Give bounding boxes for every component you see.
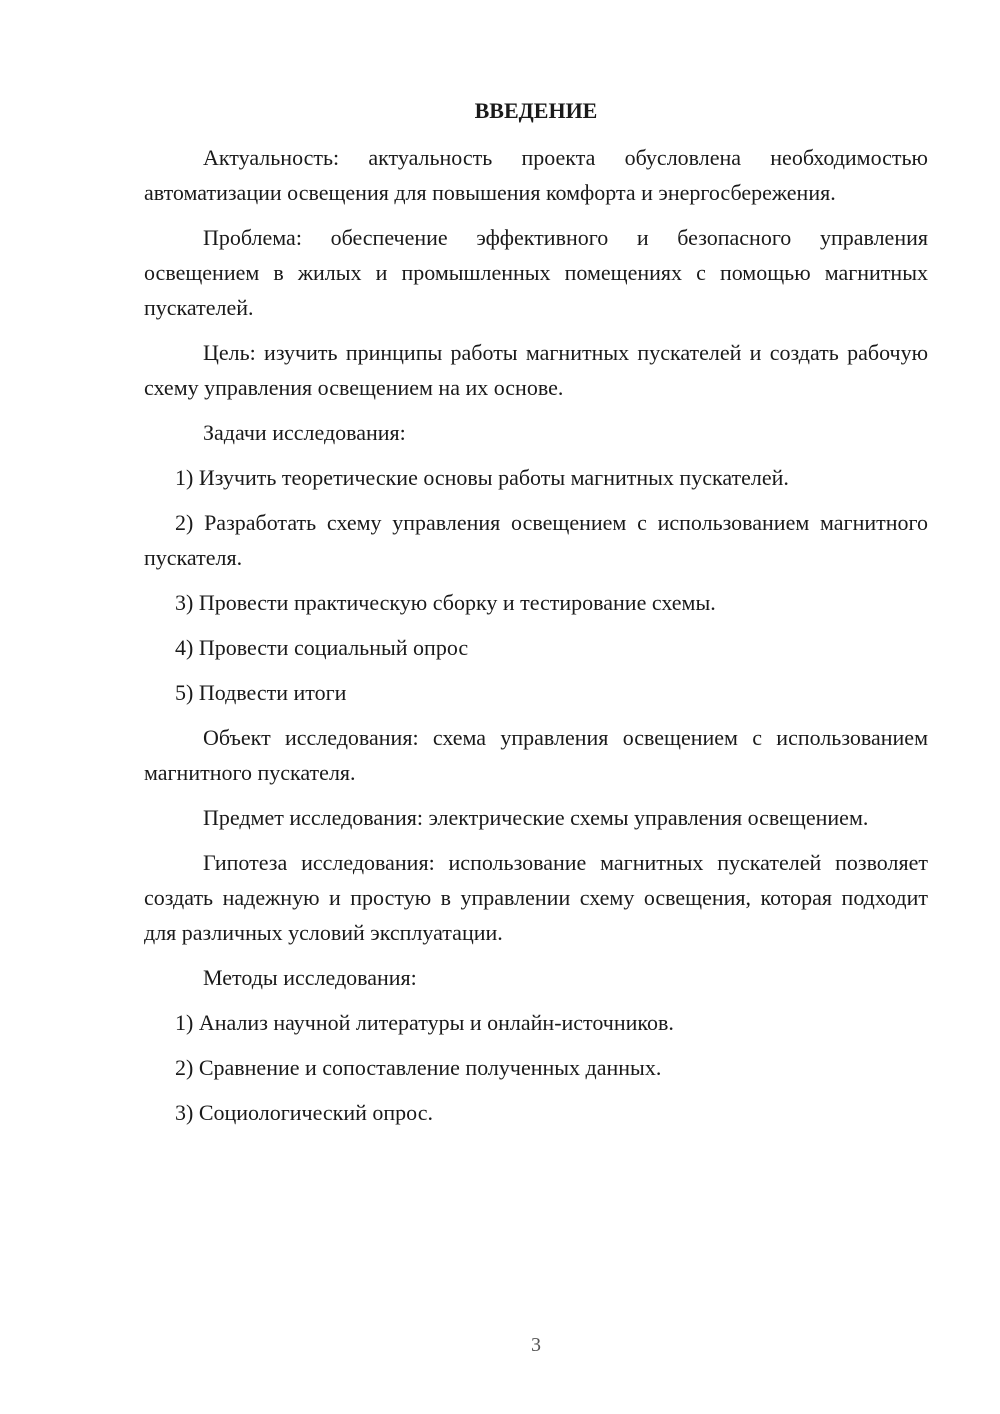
method-item: 1) Анализ научной литературы и онлайн-источников. <box>175 1010 674 1035</box>
object-paragraph: Объект исследования: схема управления освещением с использованием магнитного пускателя. <box>144 725 928 785</box>
tasks-title: Задачи исследования: <box>203 420 406 445</box>
methods-title: Методы исследования: <box>203 965 417 990</box>
document-page <box>144 96 928 1140</box>
goal-paragraph: Цель: изучить принципы работы магнитных пускателей и создать рабочую схему управления освещением на их основе. <box>144 340 928 400</box>
method-item: 3) Социологический опрос. <box>175 1100 433 1125</box>
task-item: 4) Провести социальный опрос <box>175 635 469 660</box>
task-item: 5) Подвести итоги <box>175 680 347 705</box>
relevance-paragraph: Актуальность: актуальность проекта обусловлена необходимостью автоматизации освещения для повышения комфорта и энергосбережения. <box>144 145 928 205</box>
page-number: 3 <box>531 1334 541 1356</box>
task-item: 1) Изучить теоретические основы работы магнитных пускателей. <box>175 465 789 490</box>
section-heading: ВВЕДЕНИЕ <box>474 98 598 123</box>
task-item: 3) Провести практическую сборку и тестирование схемы. <box>175 590 716 615</box>
subject-paragraph: Предмет исследования: электрические схемы управления освещением. <box>203 805 869 830</box>
method-item: 2) Сравнение и сопоставление полученных данных. <box>175 1055 662 1080</box>
problem-paragraph: Проблема: обеспечение эффективного и безопасного управления освещением в жилых и промышленных помещениях с помощью магнитных пускателей. <box>144 225 928 320</box>
task-item: 2) Разработать схему управления освещением с использованием магнитного пускателя. <box>144 510 928 570</box>
hypothesis-paragraph: Гипотеза исследования: использование магнитных пускателей позволяет создать надежную и простую в управлении схему освещения, которая подходит для различных условий эксплуатации. <box>144 850 928 945</box>
